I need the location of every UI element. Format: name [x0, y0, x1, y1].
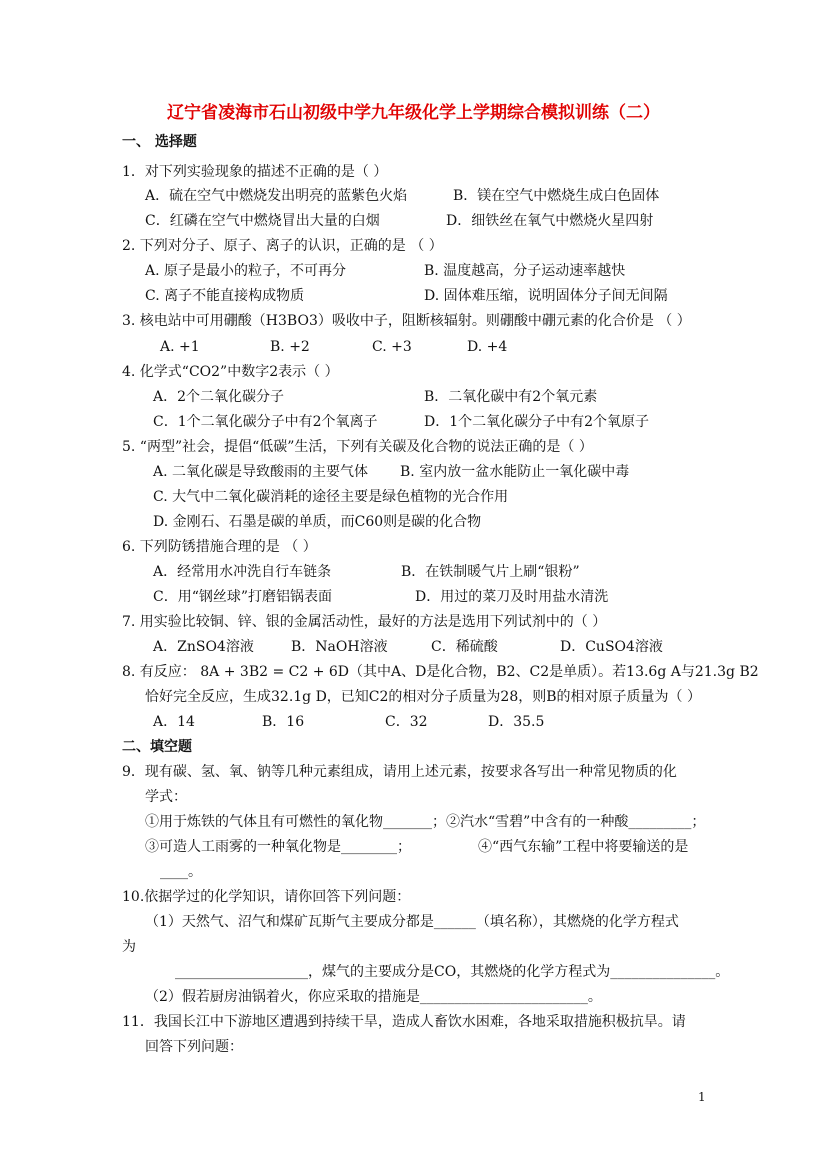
page-number: 1 [698, 1090, 706, 1104]
section-heading-fill: 二、填空题 [122, 739, 192, 755]
page-title: 辽宁省凌海市石山初级中学九年级化学上学期综合模拟训练（二） [167, 103, 660, 123]
q3-stem: 3. 核电站中可用硼酸（H3BO3）吸收中子，阻断核辐射。则硼酸中硼元素的化合价是 （ ） [122, 313, 691, 329]
q5-option-a: A. 二氧化碳是导致酸雨的主要气体 [153, 464, 369, 480]
q2-option-d: D. 固体难压缩，说明固体分子间无间隔 [424, 288, 668, 304]
q10-line3: 为 [122, 939, 136, 955]
q9-line3: ①用于炼铁的气体且有可燃性的氧化物_______；②汽水“雪碧”中含有的一种酸_________； [145, 814, 706, 830]
q4-option-b: B．二氧化碳中有2个氧元素 [424, 389, 598, 405]
q2-option-c: C. 离子不能直接构成物质 [145, 288, 305, 304]
q3-option-b: B. +2 [270, 339, 310, 355]
q7-stem: 7. 用实验比较铜、锌、银的金属活动性，最好的方法是选用下列试剂中的（ ） [122, 614, 607, 630]
q2-stem: 2. 下列对分子、原子、离子的认识，正确的是 （ ） [122, 238, 443, 254]
q3-option-d: D. +4 [467, 339, 508, 355]
q8-stem-line2: 恰好完全反应，生成32.1g D，已知C2的相对分子质量为28，则B的相对原子质量为（ ） [145, 689, 701, 705]
q6-option-a: A．经常用水冲洗自行车链条 [153, 564, 332, 580]
q3-option-a: A. +1 [160, 339, 200, 355]
q7-option-c: C．稀硫酸 [431, 639, 498, 655]
q1-option-b: B．镁在空气中燃烧生成白色固体 [453, 188, 660, 204]
q4-option-d: D．1个二氧化碳分子中有2个氧原子 [424, 414, 650, 430]
q8-option-a: A．14 [153, 714, 195, 730]
q9-line4b: ④“西气东输”工程中将要输送的是 [478, 839, 689, 855]
q5-option-b: B. 室内放一盆水能防止一氧化碳中毒 [400, 464, 630, 480]
q9-line1: 9．现有碳、氢、氧、钠等几种元素组成，请用上述元素，按要求各写出一种常见物质的化 [122, 764, 677, 780]
q5-option-c: C. 大气中二氧化碳消耗的途径主要是绿色植物的光合作用 [153, 489, 509, 505]
q5-stem: 5. “两型”社会，提倡“低碳”生活，下列有关碳及化合物的说法正确的是（ ） [122, 439, 593, 455]
section-heading-choice: 一、 选择题 [122, 134, 197, 150]
q7-option-a: A．ZnSO4溶液 [153, 639, 254, 655]
q1-option-c: C．红磷在空气中燃烧冒出大量的白烟 [145, 213, 380, 229]
q4-stem: 4. 化学式“CO2”中数字2表示（ ） [122, 364, 339, 380]
q9-line5: ____。 [160, 864, 202, 880]
q7-option-b: B．NaOH溶液 [291, 639, 388, 655]
q11-line1: 11．我国长江中下游地区遭遇到持续干旱，造成人畜饮水困难，各地采取措施积极抗旱。请 [122, 1014, 686, 1030]
q2-option-b: B. 温度越高，分子运动速率越快 [424, 263, 626, 279]
q5-option-d: D. 金刚石、石墨是碳的单质，而C60则是碳的化合物 [153, 514, 482, 530]
q10-line4: ___________________，煤气的主要成分是CO，其燃烧的化学方程式为_______________。 [175, 964, 730, 980]
q11-line2: 回答下列问题： [145, 1039, 243, 1055]
q7-option-d: D．CuSO4溶液 [560, 639, 663, 655]
q9-line4a: ③可造人工雨雾的一种氧化物是________； [145, 839, 411, 855]
q1-option-a: A．硫在空气中燃烧发出明亮的蓝紫色火焰 [145, 188, 408, 204]
q8-option-c: C．32 [385, 714, 428, 730]
q2-option-a: A. 原子是最小的粒子，不可再分 [145, 263, 347, 279]
q10-line2: （1）天然气、沼气和煤矿瓦斯气主要成分都是______（填名称），其燃烧的化学方程式 [145, 914, 679, 930]
q10-line5: （2）假若厨房油锅着火，你应采取的措施是________________________。 [145, 989, 602, 1005]
q9-line2: 学式： [145, 789, 187, 805]
q1-option-d: D．细铁丝在氧气中燃烧火星四射 [446, 213, 654, 229]
q1-stem: 1．对下列实验现象的描述不正确的是（ ） [122, 164, 388, 180]
q8-stem-line1: 8. 有反应： 8A + 3B2 = C2 + 6D（其中A、D是化合物，B2、C2是单质）。若13.6g A与21.3g B2 [122, 664, 759, 680]
q6-option-b: B．在铁制暖气片上刷“银粉” [401, 564, 580, 580]
q8-option-b: B．16 [262, 714, 305, 730]
q4-option-c: C．1个二氧化碳分子中有2个氧离子 [153, 414, 378, 430]
q6-stem: 6. 下列防锈措施合理的是 （ ） [122, 539, 317, 555]
q8-option-d: D．35.5 [488, 714, 545, 730]
q4-option-a: A．2个二氧化碳分子 [153, 389, 285, 405]
q6-option-c: C．用“钢丝球”打磨铝锅表面 [153, 589, 333, 605]
q6-option-d: D．用过的菜刀及时用盐水清洗 [415, 589, 609, 605]
q3-option-c: C. +3 [372, 339, 412, 355]
q10-line1: 10.依据学过的化学知识，请你回答下列问题： [122, 889, 411, 905]
